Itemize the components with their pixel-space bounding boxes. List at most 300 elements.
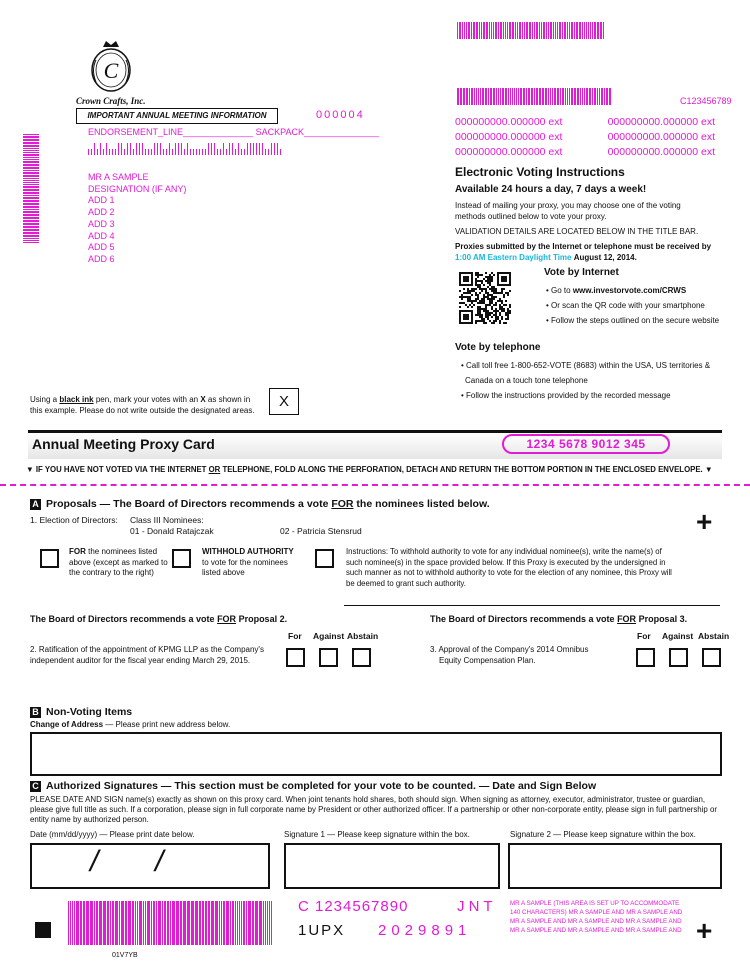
postal-bar	[121, 143, 122, 155]
barcode-bar	[523, 88, 525, 105]
for-bold: FOR	[69, 547, 86, 556]
postal-bar	[145, 149, 146, 155]
qr-module	[493, 322, 495, 324]
barcode-bar	[223, 901, 225, 945]
barcode-bar	[589, 88, 591, 105]
proposal-3-against-checkbox[interactable]	[669, 648, 688, 667]
barcode-bar	[507, 22, 508, 39]
barcode-bar	[554, 88, 556, 105]
postal-bar	[124, 149, 125, 155]
registration-plus-icon: +	[696, 506, 713, 537]
qr-module	[491, 298, 493, 300]
barcode-bar	[579, 22, 581, 39]
qr-module	[477, 286, 479, 288]
rec-text: The Board of Directors recommends a vote	[30, 614, 218, 624]
footer-note: MR A SAMPLE (THIS AREA IS SET UP TO ACCOMMODATE 140 CHARACTERS) MR A SAMPLE AND MR A SAMPLE AND MR A SAMPLE AND MR A SAMPLE AND MR A SAMPLE AND MR A SAMPLE AND MR A SAMPLE AND MR A SAMPLE AND	[510, 900, 683, 934]
write-in-line[interactable]	[344, 605, 720, 606]
section-c-mark: C	[30, 781, 41, 792]
rec-proposal-3	[430, 614, 687, 624]
qr-module	[481, 280, 483, 282]
barcode-bar	[543, 22, 545, 39]
barcode-bar	[23, 150, 39, 151]
qr-module	[461, 294, 463, 296]
ink-instructions	[30, 394, 262, 416]
barcode-bar	[550, 22, 552, 39]
barcode-bar	[590, 22, 591, 39]
qr-module	[487, 296, 489, 298]
signature-1-field[interactable]	[284, 843, 500, 889]
barcode-bar	[252, 901, 254, 945]
barcode-bar	[23, 148, 39, 149]
qr-module	[483, 278, 485, 280]
qr-module	[487, 286, 489, 288]
barcode-bar	[522, 22, 523, 39]
internet-url-link[interactable]: www.investorvote.com/CRWS	[572, 286, 687, 295]
barcode-bar	[528, 88, 530, 105]
barcode-bar	[23, 235, 39, 237]
qr-module	[485, 290, 487, 292]
proposal-2-for-checkbox[interactable]	[286, 648, 305, 667]
qr-module	[499, 304, 501, 306]
ext-number: 000000000.000000 ext	[607, 116, 715, 128]
phone-title: Vote by telephone	[455, 342, 541, 353]
qr-module	[489, 314, 491, 316]
postal-bar	[274, 143, 275, 155]
barcode-bar	[23, 206, 39, 208]
barcode-bar	[246, 901, 247, 945]
barcode-bar	[107, 901, 109, 945]
barcode-bar	[90, 901, 93, 945]
fold-triangle-icon: ▼	[26, 465, 34, 474]
qr-module	[505, 318, 507, 320]
barcode-bar	[265, 901, 266, 945]
postal-bar	[226, 149, 227, 155]
barcode-bar	[23, 220, 39, 222]
fold-or: OR	[208, 465, 221, 474]
barcode-bar	[226, 901, 229, 945]
qr-module	[489, 280, 491, 282]
barcode-bar	[83, 901, 85, 945]
barcode-bar	[550, 88, 551, 105]
qr-module	[475, 278, 477, 280]
footer-jnt: J N T	[457, 898, 493, 915]
barcode-bar	[23, 170, 39, 171]
barcode-bar	[70, 901, 71, 945]
section-b-title: Non-Voting Items	[46, 706, 133, 718]
postal-bar	[217, 149, 218, 155]
barcode-bar	[510, 88, 511, 105]
ext-number: 000000000.000000 ext	[607, 131, 715, 143]
qr-module	[483, 294, 485, 296]
qr-module	[495, 304, 497, 306]
proposal-2-text: 2. Ratification of the appointment of KPMG LLP as the Company's independent auditor for the fiscal year ending March 29, 2015.	[30, 645, 264, 665]
voting-title: Electronic Voting Instructions	[455, 165, 625, 179]
control-number: 1234 5678 9012 345	[526, 437, 646, 451]
qr-module	[493, 292, 495, 294]
qr-module	[475, 284, 477, 286]
ext-number: 000000000.000000 ext	[455, 146, 563, 158]
date-slash: /	[155, 845, 164, 878]
barcode-bar	[592, 22, 593, 39]
qr-module	[491, 288, 493, 290]
barcode-bar	[172, 901, 175, 945]
deadline-time: 1:00 AM Eastern Daylight Time	[455, 253, 572, 262]
postal-bar	[142, 143, 143, 155]
qr-module	[485, 314, 487, 316]
footer-code: 2029891	[378, 922, 472, 939]
barcode-bar	[99, 901, 102, 945]
barcode-bar	[464, 22, 465, 39]
postal-bar	[148, 149, 149, 155]
qr-module	[477, 284, 479, 286]
barcode-bar	[23, 164, 39, 166]
qr-module	[479, 308, 481, 310]
barcode-bar	[567, 88, 568, 105]
fold-text: IF YOU HAVE NOT VOTED VIA THE INTERNET	[35, 465, 209, 474]
barcode-bar	[267, 901, 268, 945]
qr-module	[485, 276, 487, 278]
qr-module	[489, 312, 491, 314]
deadline-date: August 12, 2014.	[573, 253, 637, 262]
col-against-2: Against	[313, 631, 345, 641]
qr-module	[495, 310, 497, 312]
barcode-bar	[491, 22, 492, 39]
qr-module	[461, 296, 463, 298]
date-field[interactable]	[30, 843, 270, 889]
proposal-2-abstain-checkbox[interactable]	[352, 648, 371, 667]
barcode-bar	[23, 136, 39, 138]
qr-module	[489, 320, 491, 322]
barcode-bar	[121, 901, 124, 945]
barcode-bar	[473, 22, 475, 39]
barcode-bar	[23, 180, 39, 181]
qr-module	[491, 306, 493, 308]
card-title: Annual Meeting Proxy Card	[32, 436, 215, 452]
qr-module	[489, 288, 491, 290]
barcode-bar	[505, 88, 507, 105]
barcode-bar	[463, 88, 465, 105]
qr-module	[491, 272, 493, 274]
qr-module	[509, 290, 511, 292]
qr-module	[461, 298, 463, 300]
fold-triangle-icon: ▼	[704, 465, 713, 474]
qr-module	[485, 310, 487, 312]
qr-module	[475, 298, 477, 300]
qr-module	[493, 314, 495, 316]
postal-bar	[196, 149, 197, 155]
qr-module	[497, 292, 499, 294]
barcode-bar	[137, 901, 138, 945]
barcode-bar	[577, 88, 579, 105]
barcode-bar	[167, 901, 169, 945]
barcode-bar	[23, 217, 39, 219]
qr-module	[475, 322, 477, 324]
qr-module	[509, 306, 511, 308]
qr-module	[465, 296, 467, 298]
col-abstain-2: Abstain	[347, 631, 379, 641]
postal-bar	[103, 149, 104, 155]
proposal-3-for-checkbox[interactable]	[636, 648, 655, 667]
qr-module	[477, 308, 479, 310]
barcode-bar	[195, 901, 198, 945]
postal-bar	[211, 143, 212, 155]
col-against-3: Against	[662, 631, 694, 641]
qr-module	[501, 302, 503, 304]
qr-module	[499, 312, 501, 314]
qr-module	[497, 310, 499, 312]
for-text: the nominees listed above (except as marked to the contrary to the right)	[69, 547, 168, 577]
qr-module	[489, 300, 491, 302]
qr-module	[487, 318, 489, 320]
change-of-address-field[interactable]	[30, 732, 722, 776]
barcode-bar	[125, 901, 127, 945]
section-a-title: Proposals — The Board of Directors recommends a vote	[46, 498, 332, 510]
qr-module	[491, 322, 493, 324]
barcode-bar	[143, 901, 144, 945]
barcode-bar	[23, 186, 39, 188]
fold-instructions	[26, 465, 726, 474]
barcode-bar	[536, 22, 538, 39]
barcode-bar	[23, 223, 39, 225]
barcode-bar	[466, 88, 468, 105]
qr-code[interactable]	[459, 272, 511, 324]
barcode-bar	[559, 22, 561, 39]
barcode-bar	[23, 197, 39, 199]
postal-bar	[139, 143, 140, 155]
qr-module	[477, 298, 479, 300]
qr-module	[491, 280, 493, 282]
barcode-bar	[503, 22, 504, 39]
withhold-individual-checkbox[interactable]	[315, 549, 334, 568]
section-b-mark: B	[30, 707, 41, 718]
qr-module	[469, 300, 471, 302]
barcode-bar	[180, 901, 182, 945]
qr-module	[477, 272, 479, 274]
logo-letter: C	[103, 58, 119, 83]
corner-mark	[35, 922, 51, 938]
postal-bar	[106, 143, 107, 155]
barcode-bar	[230, 901, 231, 945]
qr-module	[499, 322, 501, 324]
qr-module	[487, 282, 489, 284]
withhold-text: to vote for the nominees listed above	[202, 557, 288, 577]
barcode-bar	[112, 901, 114, 945]
qr-module	[463, 292, 465, 294]
barcode-bar	[529, 22, 531, 39]
internet-instructions	[546, 283, 719, 328]
x-example: X	[278, 393, 289, 410]
qr-module	[499, 320, 501, 322]
barcode-bar	[480, 88, 481, 105]
barcode-bar	[486, 22, 488, 39]
barcode-bar	[128, 901, 131, 945]
qr-module	[487, 304, 489, 306]
qr-module	[467, 288, 469, 290]
qr-module	[475, 294, 477, 296]
barcode-bar	[23, 238, 39, 239]
qr-module	[501, 300, 503, 302]
qr-module	[459, 302, 461, 304]
postal-bar	[115, 149, 116, 155]
qr-module	[471, 302, 473, 304]
postal-bar	[169, 143, 170, 155]
qr-module	[475, 314, 477, 316]
address-line: DESIGNATION (IF ANY)	[88, 183, 187, 194]
validation-note: VALIDATION DETAILS ARE LOCATED BELOW IN THE TITLE BAR.	[455, 227, 699, 236]
important-info-box	[76, 108, 278, 124]
qr-module	[491, 278, 493, 280]
qr-module	[485, 292, 487, 294]
voting-intro: Instead of mailing your proxy, you may choose one of the voting methods outlined below to vote your proxy.	[455, 201, 681, 221]
qr-module	[477, 320, 479, 322]
barcode-bar	[582, 22, 583, 39]
barcode-bar	[548, 88, 549, 105]
qr-module	[495, 290, 497, 292]
qr-module	[503, 308, 505, 310]
deadline-prefix: Proxies submitted by the Internet or telephone must be received by	[455, 242, 712, 251]
barcode-bar	[471, 88, 473, 105]
qr-module	[493, 298, 495, 300]
barcode-bar	[586, 22, 587, 39]
barcode-bar	[576, 22, 578, 39]
qr-module	[469, 296, 471, 298]
proposal-2-against-checkbox[interactable]	[319, 648, 338, 667]
qr-module	[507, 314, 509, 316]
signature-2-field[interactable]	[508, 843, 722, 889]
barcode-bar	[541, 22, 542, 39]
qr-module	[483, 288, 485, 290]
qr-module	[493, 304, 495, 306]
barcode-bar	[488, 88, 489, 105]
barcode-bar	[199, 901, 201, 945]
qr-module	[507, 316, 509, 318]
barcode-bar	[512, 88, 513, 105]
postal-bar	[100, 143, 101, 155]
qr-module	[459, 290, 461, 292]
qr-module	[479, 286, 481, 288]
address-line: ADD 5	[88, 242, 115, 253]
qr-module	[469, 304, 471, 306]
postal-bar	[202, 149, 203, 155]
qr-module	[489, 282, 491, 284]
ink-black-ink: black ink	[59, 395, 94, 404]
barcode-bar	[520, 88, 522, 105]
barcode-bar	[23, 240, 39, 241]
barcode-bar	[23, 209, 39, 210]
qr-module	[485, 304, 487, 306]
barcode-bar	[481, 22, 482, 39]
barcode-bar	[187, 901, 190, 945]
qr-module	[491, 300, 493, 302]
barcode-bar	[215, 901, 218, 945]
rec-text: Proposal 3.	[636, 614, 688, 624]
barcode-bar	[526, 88, 527, 105]
qr-module	[479, 316, 481, 318]
postal-bar	[127, 143, 128, 155]
barcode-bar	[235, 901, 236, 945]
barcode-bar	[604, 88, 605, 105]
qr-module	[491, 294, 493, 296]
qr-module	[479, 288, 481, 290]
control-number-top: C123456789	[680, 96, 732, 106]
qr-module	[487, 312, 489, 314]
barcode-bar	[560, 88, 561, 105]
election-withhold-checkbox[interactable]	[172, 549, 191, 568]
barcode-bar	[586, 88, 588, 105]
qr-module	[477, 274, 479, 276]
rec-proposal-2	[30, 614, 287, 624]
qr-module	[483, 284, 485, 286]
qr-module	[487, 276, 489, 278]
barcode-bar	[457, 88, 459, 105]
ink-x: X	[200, 395, 206, 404]
postal-bar	[97, 149, 98, 155]
qr-module	[499, 300, 501, 302]
barcode-bar	[552, 88, 553, 105]
qr-module	[493, 290, 495, 292]
postal-bar	[238, 143, 239, 155]
postal-bar	[247, 143, 248, 155]
barcode-bar	[485, 88, 487, 105]
qr-module	[501, 316, 503, 318]
election-label: 1. Election of Directors:	[30, 515, 118, 525]
qr-module	[481, 300, 483, 302]
barcode-bar	[562, 22, 563, 39]
barcode-bar	[518, 88, 519, 105]
qr-code-icon	[459, 272, 511, 324]
perforation-line	[0, 484, 750, 486]
barcode-bar	[23, 154, 39, 156]
address-line: ADD 3	[88, 218, 115, 229]
qr-module	[497, 318, 499, 320]
qr-module	[505, 314, 507, 316]
barcode-bar	[557, 88, 559, 105]
barcode-bar	[500, 22, 502, 39]
top-barcode	[457, 22, 605, 39]
phone-item: • Call toll free 1-800-652-VOTE (8683) within the USA, US territories &	[461, 361, 711, 370]
barcode-bar	[603, 22, 604, 39]
qr-module	[485, 280, 487, 282]
coa-text: — Please print new address below.	[103, 720, 231, 729]
qr-module	[481, 316, 483, 318]
election-for-checkbox[interactable]	[40, 549, 59, 568]
qr-module	[505, 300, 507, 302]
qr-module	[471, 300, 473, 302]
qr-module	[479, 306, 481, 308]
barcode-bar	[23, 159, 39, 160]
ext-number: 000000000.000000 ext	[455, 131, 563, 143]
postal-bar	[220, 149, 221, 155]
barcode-bar	[548, 22, 549, 39]
qr-module	[495, 302, 497, 304]
barcode-bar	[23, 200, 39, 202]
qr-module	[509, 304, 511, 306]
postal-barcode	[88, 143, 283, 155]
proposal-3-abstain-checkbox[interactable]	[702, 648, 721, 667]
barcode-bar	[545, 88, 547, 105]
company-logo	[86, 38, 136, 94]
barcode-bar	[495, 22, 497, 39]
qr-module	[479, 292, 481, 294]
barcode-bar	[594, 22, 596, 39]
qr-module	[463, 296, 465, 298]
qr-module	[481, 282, 483, 284]
barcode-bar	[505, 22, 506, 39]
qr-module	[493, 320, 495, 322]
barcode-bar	[23, 175, 39, 177]
postal-bar	[112, 149, 113, 155]
qr-module	[483, 300, 485, 302]
